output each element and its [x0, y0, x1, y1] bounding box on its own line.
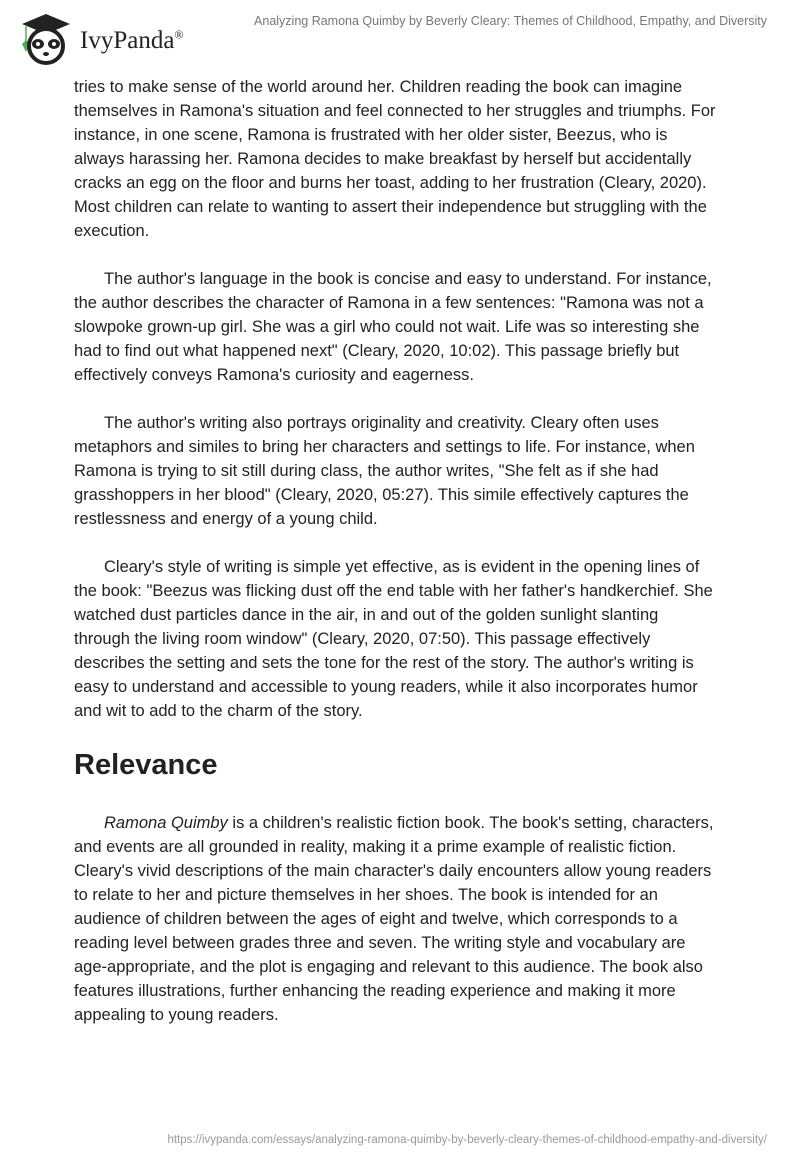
paragraph-line: describes the setting and sets the tone for the rest of the story. The author's writing is — [74, 654, 694, 672]
paragraph-line: features illustrations, further enhancing the reading experience and making it more — [74, 982, 676, 1000]
paragraph-line: the author describes the character of Ramona in a few sentences: "Ramona was not a — [74, 294, 704, 312]
paragraph-line: Cleary's vivid descriptions of the main character's daily encounters allow young readers — [74, 862, 712, 880]
page-url[interactable]: https://ivypanda.com/essays/analyzing-ramona-quimby-by-beverly-cleary-themes-of-childhood-empathy-and-diversity/ — [167, 1134, 767, 1146]
book-title: Ramona Quimby — [104, 814, 228, 832]
paragraph-line: metaphors and similes to bring her characters and settings to life. For instance, when — [74, 438, 695, 456]
paragraph-line: appealing to young readers. — [74, 1006, 279, 1024]
essay-paragraphs — [74, 75, 734, 723]
paragraph-line: Ramona is trying to sit still during class, the author writes, "She felt as if she had — [74, 462, 659, 480]
paragraph-line: The author's writing also portrays originality and creativity. Cleary often uses — [104, 414, 659, 432]
paragraph-line: slowpoke grown-up girl. She was a girl who could not wait. Life was so interesting she — [74, 318, 700, 336]
brand-text: IvyPanda — [80, 27, 175, 54]
panda-graduate-icon — [18, 10, 74, 66]
paragraph-line: easy to understand and accessible to young readers, while it also incorporates humor — [74, 678, 698, 696]
paragraph-line: had to find out what happened next" (Cleary, 2020, 10:02). This passage briefly but — [74, 342, 680, 360]
paragraph-line: always harassing her. Ramona decides to make breakfast by herself but accidentally — [74, 150, 692, 168]
ivypanda-logo[interactable] — [18, 10, 184, 66]
paragraph-line: execution. — [74, 222, 150, 240]
paragraph-line: reading level between grades three and seven. The writing style and vocabulary are — [74, 934, 686, 952]
paragraph-line: cracks an egg on the floor and burns her toast, adding to her frustration (Cleary, 2020). — [74, 174, 707, 192]
paragraph-line — [74, 811, 734, 835]
section-heading: Relevance — [74, 749, 218, 781]
paragraph — [74, 267, 734, 387]
paragraph-line: and events are all grounded in reality, making it a prime example of realistic fiction. — [74, 838, 677, 856]
paragraph-line: grasshoppers in her blood" (Cleary, 2020, 05:27). This simile effectively captures the — [74, 486, 689, 504]
essay-content — [74, 75, 734, 1051]
paragraph-line: to relate to her and picture themselves in her shoes. The book is intended for an — [74, 886, 658, 904]
paragraph — [74, 811, 734, 1027]
paragraph-line: Cleary's style of writing is simple yet effective, as is evident in the opening lines of — [104, 558, 700, 576]
paragraph-line: audience of children between the ages of eight and twelve, which corresponds to a — [74, 910, 678, 928]
paragraph-line: the book: "Beezus was flicking dust off the end table with her father's handkerchief. She — [74, 582, 713, 600]
paragraph-line: age-appropriate, and the plot is engaging and relevant to this audience. The book also — [74, 958, 703, 976]
paragraph-line: watched dust particles dance in the air, in and out of the golden sunlight slanting — [74, 606, 659, 624]
paragraph — [74, 555, 734, 723]
paragraph-line: effectively conveys Ramona's curiosity and eagerness. — [74, 366, 474, 384]
paragraph-line: instance, in one scene, Ramona is frustrated with her older sister, Beezus, who is — [74, 126, 668, 144]
paragraph — [74, 75, 734, 243]
registered-mark: ® — [174, 27, 184, 42]
document-title: Analyzing Ramona Quimby by Beverly Cleary: Themes of Childhood, Empathy, and Diversity — [254, 14, 767, 28]
paragraph — [74, 411, 734, 531]
paragraph-line: tries to make sense of the world around her. Children reading the book can imagine — [74, 78, 683, 96]
paragraph-line: The author's language in the book is concise and easy to understand. For instance, — [104, 270, 712, 288]
paragraph-line: Most children can relate to wanting to assert their independence but struggling with the — [74, 198, 707, 216]
paragraph-line: and wit to add to the charm of the story. — [74, 702, 363, 720]
paragraph-line: restlessness and energy of a young child. — [74, 510, 378, 528]
paragraph-line: through the living room window" (Cleary, 2020, 07:50). This passage effectively — [74, 630, 651, 648]
brand-name — [80, 27, 184, 55]
page-header — [0, 0, 800, 70]
line-text: is a children's realistic fiction book. The book's setting, characters, — [227, 814, 714, 832]
paragraph-line: themselves in Ramona's situation and feel connected to her struggles and triumphs. For — [74, 102, 716, 120]
